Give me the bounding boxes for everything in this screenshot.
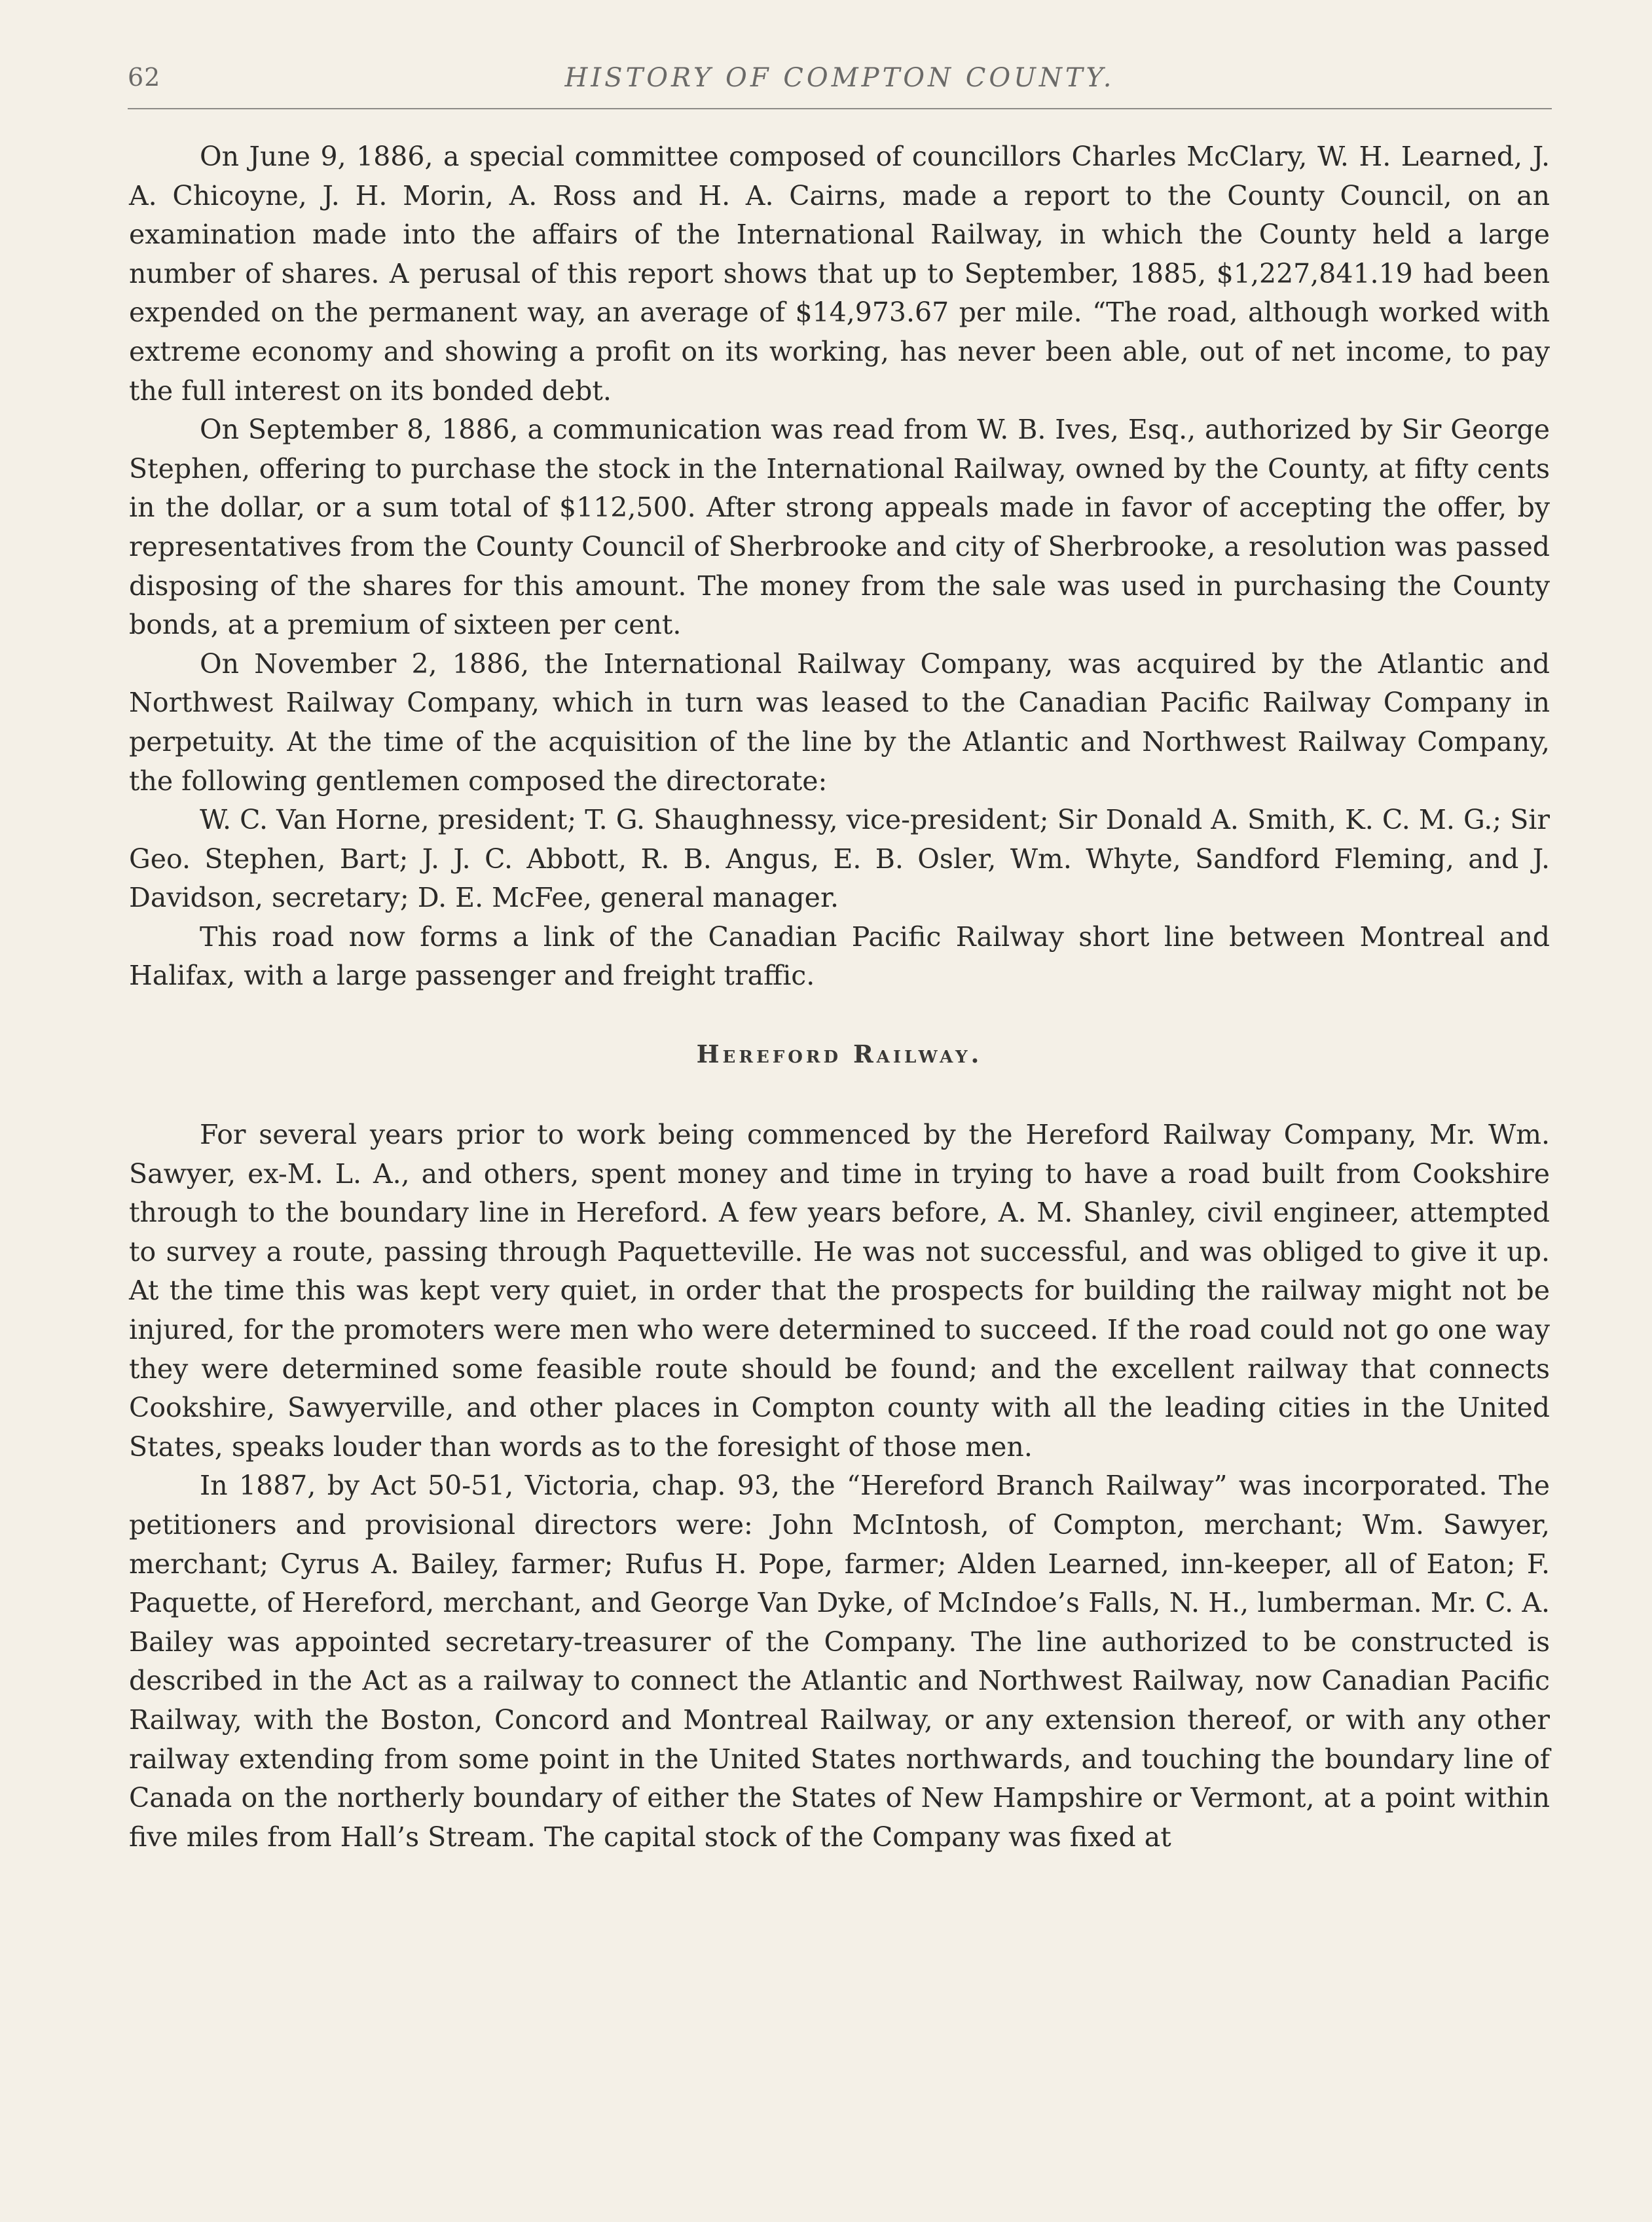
paragraph: On September 8, 1886, a communication was read from W. B. Ives, Esq., authorized by Sir George Stephen, offering to purchase the stock in the International Railway, owned by the County, at fifty cents in the dollar, or a sum total of $112,500. After strong appeals made in favor of accepting the offer, by representatives from the County Council of Sherbrooke and city of Sherbrooke, a resolution was passed disposing of the shares for this amount. The money from the sale was used in purchasing the County bonds, at a premium of sixteen per cent. <box>129 414 1550 641</box>
section-heading: Hereford Railway. <box>696 1040 983 1069</box>
section-spacer <box>129 1073 1550 1116</box>
page-header <box>128 58 1552 107</box>
paragraph: In 1887, by Act 50-51, Victoria, chap. 93, the “Hereford Branch Railway” was incorporated. The petitioners and provisional directors were: John McIntosh, of Compton, merchant; Wm. Sawyer, merchant; Cyrus A. Bailey, farmer; Rufus H. Pope, farmer; Alden Learned, inn-keeper, all of Eaton; F. Paquette, of Hereford, merchant, and George Van Dyke, of McIndoe’s Falls, N. H., lumberman. Mr. C. A. Bailey was appointed secretary-treasurer of the Company. The line authorized to be constructed is described in the Act as a railway to connect the Atlantic and Northwest Railway, now Canadian Pacific Railway, with the Boston, Concord and Montreal Railway, or any extension thereof, or with any other railway extending from some point in the United States northwards, and touching the boundary line of Canada on the northerly boundary of either the States of New Hampshire or Vermont, at a point within five miles from Hall’s Stream. The capital stock of the Company was fixed at <box>129 1470 1550 1853</box>
header-rule <box>128 108 1552 109</box>
paragraph: On November 2, 1886, the International Railway Company, was acquired by the Atlantic and Northwest Railway Company, which in turn was leased to the Canadian Pacific Railway Company in perpetuity. At the time of the acquisition of the line by the Atlantic and Northwest Railway Company, the following gentlemen composed the directorate: <box>129 647 1550 797</box>
page-number: 62 <box>128 63 161 92</box>
running-head: HISTORY OF COMPTON COUNTY. <box>564 63 1115 93</box>
paragraph: W. C. Van Horne, president; T. G. Shaughnessy, vice-president; Sir Donald A. Smith, K. C. M. G.; Sir Geo. Stephen, Bart; J. J. C. Abbott, R. B. Angus, E. B. Osler, Wm. Whyte, Sandford Fleming, and J. Davidson, secretary; D. E. McFee, general manager. <box>129 804 1550 914</box>
paragraph: For several years prior to work being commenced by the Hereford Railway Company, Mr. Wm. Sawyer, ex-M. L. A., and others, spent money and time in trying to have a road built from Cookshire through to the boundary line in Hereford. A few years before, A. M. Shanley, civil engineer, attempted to survey a route, passing through Paquetteville. He was not successful, and was obliged to give it up. At the time this was kept very quiet, in order that the prospects for building the railway might not be injured, for the promoters were men who were determined to succeed. If the road could not go one way they were determined some feasible route should be found; and the excellent railway that connects Cookshire, Sawyerville, and other places in Compton county with all the leading cities in the United States, speaks louder than words as to the foresight of those men. <box>129 1119 1550 1463</box>
section-spacer <box>129 996 1550 1035</box>
paragraph: This road now forms a link of the Canadian Pacific Railway short line between Montreal and Halifax, with a large passenger and freight traffic. <box>129 920 1550 992</box>
body-text <box>129 137 1550 1857</box>
paragraph: On June 9, 1886, a special committee composed of councillors Charles McClary, W. H. Learned, J. A. Chicoyne, J. H. Morin, A. Ross and H. A. Cairns, made a report to the County Council, on an examination made into the affairs of the International Railway, in which the County held a large number of shares. A perusal of this report shows that up to September, 1885, $1,227,841.19 had been expended on the permanent way, an average of $14,973.67 per mile. “The road, although worked with extreme economy and showing a profit on its working, has never been able, out of net income, to pay the full interest on its bonded debt. <box>129 141 1550 407</box>
